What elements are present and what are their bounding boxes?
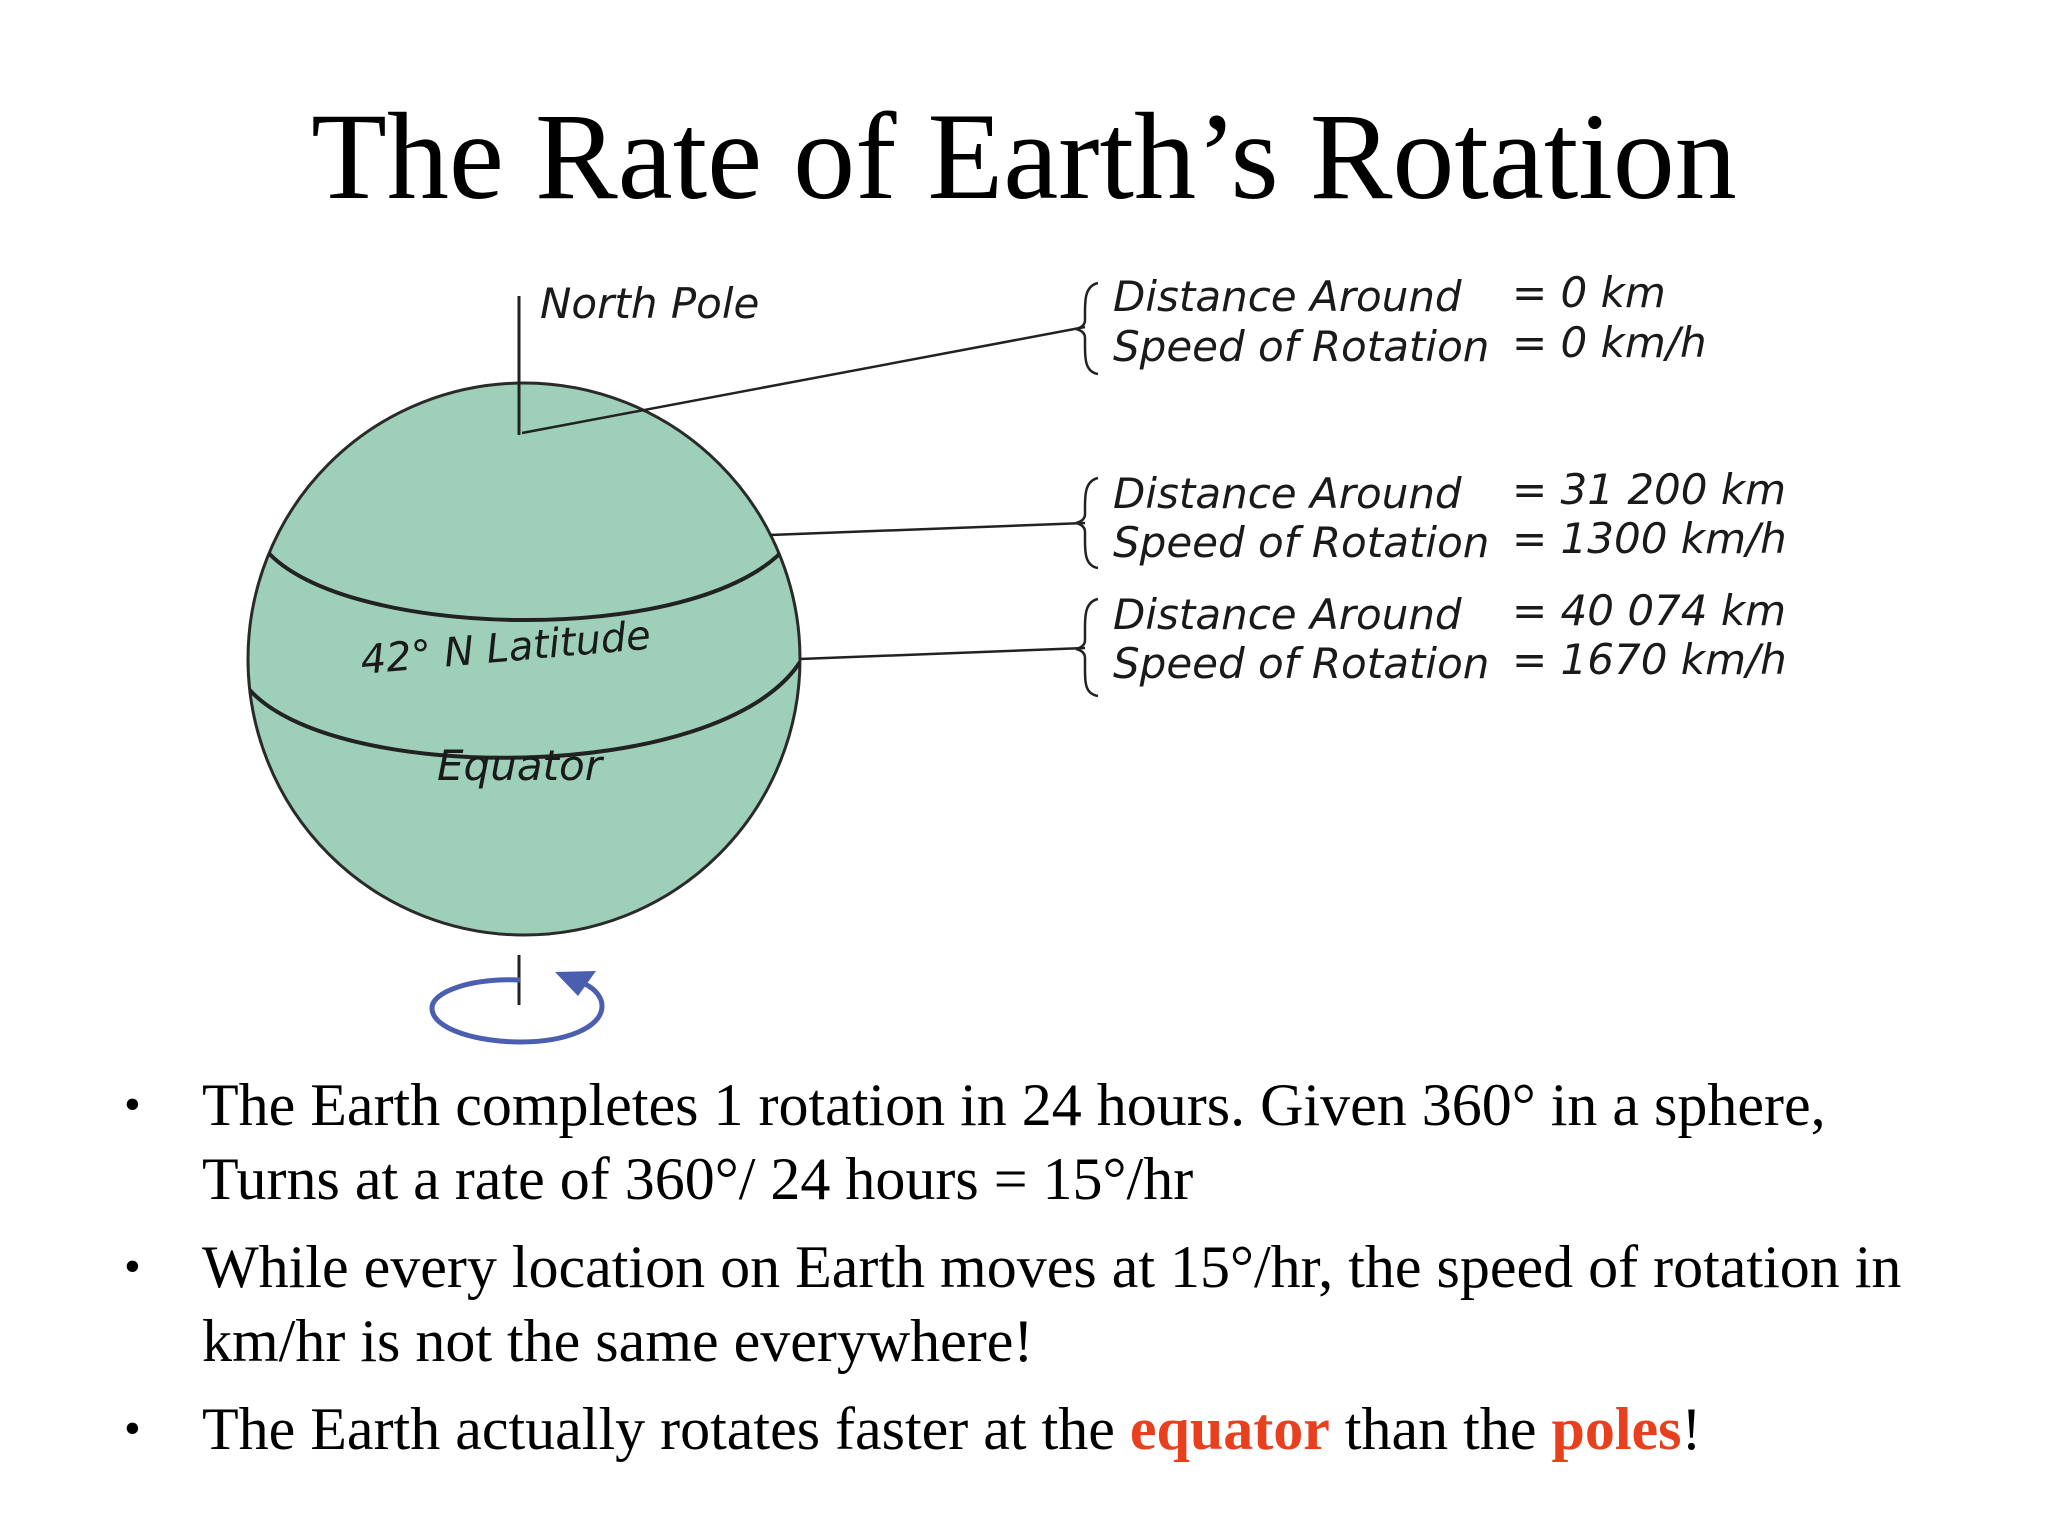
latitude-label: 42° N Latitude [358,612,653,684]
bullet-text-part: than the [1329,1396,1552,1462]
leader-line-pole [522,327,1085,433]
callout-speed-value: = 1300 km/h [1512,514,1787,563]
bullet-text [202,1396,1702,1462]
bullet-text-part: ! [1681,1396,1702,1462]
bullet-text-part: The Earth actually rotates faster at the [202,1396,1130,1462]
bullet-icon: • [124,1402,141,1455]
callout-distance-value: = 31 200 km [1512,465,1787,514]
brace-equator [1076,599,1098,696]
bullet-item [110,1230,1970,1378]
callout-distance-value: = 40 074 km [1512,586,1787,635]
callout-speed-value: = 0 km/h [1512,318,1707,367]
callout-distance-value: = 0 km [1512,268,1666,317]
bullet-list [110,1068,1970,1480]
callout-equator [1113,586,1787,688]
slide-title: The Rate of Earth’s Rotation [311,88,1737,225]
bullet-icon: • [124,1078,141,1131]
north-pole-label: North Pole [540,279,760,328]
rotation-arrow-icon [432,971,602,1042]
leader-line-42n [770,523,1085,535]
bullet-item [110,1068,1970,1216]
brace-pole [1076,283,1098,374]
callout-speed-label: Speed of Rotation [1113,518,1490,567]
callout-distance-label: Distance Around [1113,469,1462,518]
highlight-equator: equator [1129,1396,1330,1462]
bullet-icon: • [124,1240,141,1293]
callout-speed-label: Speed of Rotation [1113,322,1490,371]
callout-pole [1113,268,1707,371]
bullet-text: While every location on Earth moves at 15°/hr, the speed of rotation in km/hr is not the same everywhere! [202,1234,1902,1374]
callout-distance-label: Distance Around [1113,590,1462,639]
callout-distance-label: Distance Around [1113,272,1462,321]
bullet-text: The Earth completes 1 rotation in 24 hours. Given 360° in a sphere, Turns at a rate of 360°/ 24 hours = 15°/hr [202,1072,1826,1212]
callout-42n [1113,465,1787,567]
callout-speed-label: Speed of Rotation [1113,639,1490,688]
leader-line-equator [800,648,1085,659]
equator-label: Equator [437,741,602,790]
bullet-item [110,1392,1970,1466]
brace-42n [1076,478,1098,568]
callout-speed-value: = 1670 km/h [1512,635,1787,684]
highlight-poles: poles [1551,1396,1682,1462]
